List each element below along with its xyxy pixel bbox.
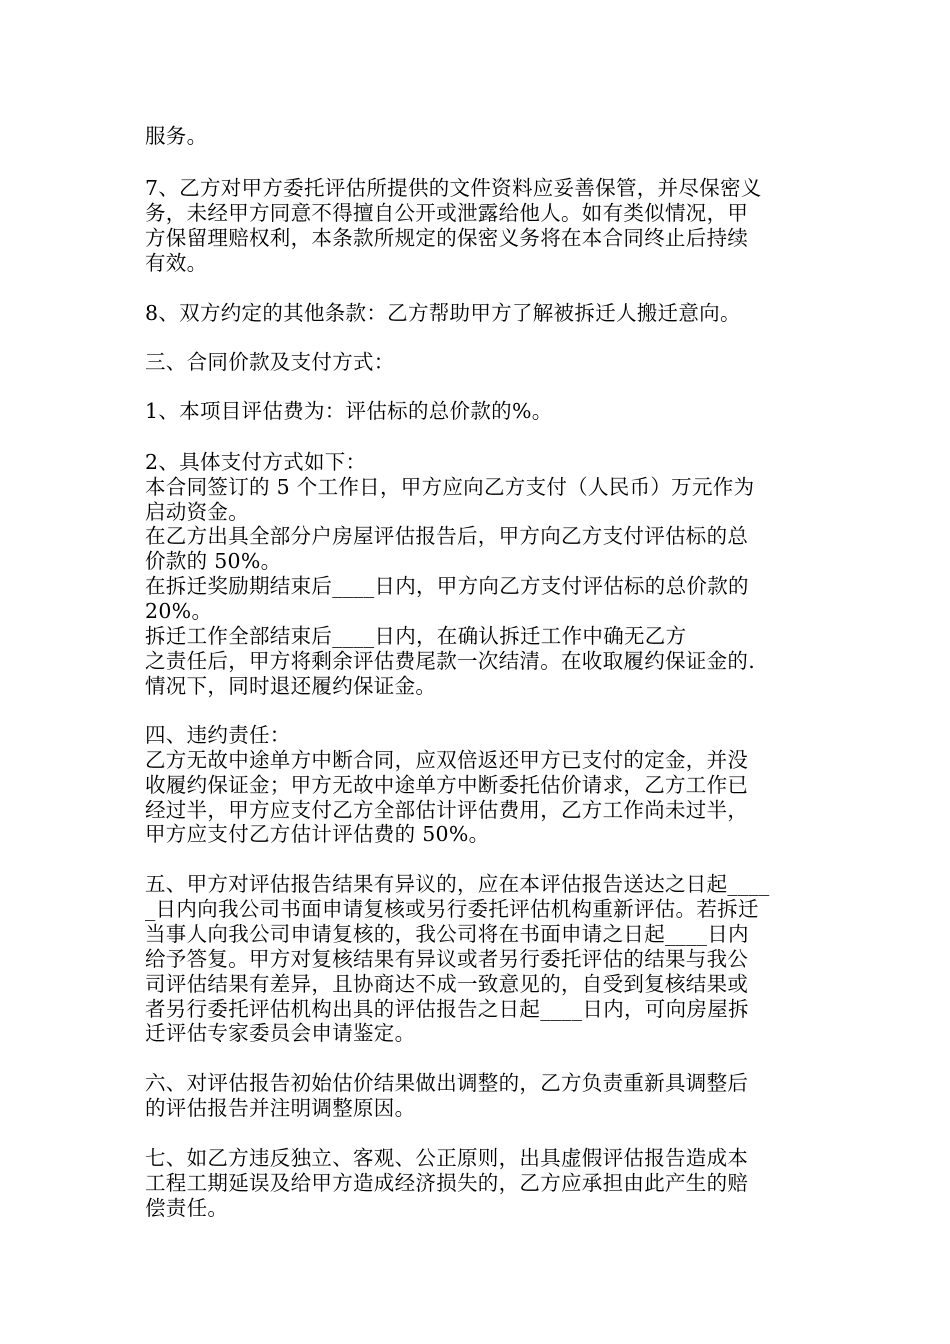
section-heading: 三、合同价款及支付方式： bbox=[145, 350, 395, 374]
paragraph-line: 服务。 bbox=[145, 124, 208, 148]
paragraph-line: 有效。 bbox=[145, 251, 208, 275]
paragraph-line: 之责任后，甲方将剩余评估费尾款一次结清。在收取履约保证金的. bbox=[145, 649, 756, 673]
paragraph-line: 情况下，同时退还履约保证金。 bbox=[145, 674, 437, 698]
paragraph-line: 甲方应支付乙方估计评估费的 50%。 bbox=[145, 822, 490, 846]
paragraph-line: 2、具体支付方式如下： bbox=[145, 450, 367, 474]
section-heading: 四、违约责任： bbox=[145, 723, 291, 747]
paragraph-line: 当事人向我公司申请复核的，我公司将在书面申请之日起____日内 bbox=[145, 922, 749, 946]
paragraph-line: 乙方无故中途单方中断合同，应双倍返还甲方已支付的定金，并没 bbox=[145, 748, 749, 772]
paragraph-line: 务，未经甲方同意不得擅自公开或泄露给他人。如有类似情况，甲 bbox=[145, 201, 749, 225]
paragraph-line: 五、甲方对评估报告结果有异议的，应在本评估报告送达之日起____ bbox=[145, 872, 770, 896]
paragraph-line: 司评估结果有差异，且协商达不成一致意见的，自受到复核结果或 bbox=[145, 972, 749, 996]
paragraph-line: 7、乙方对甲方委托评估所提供的文件资料应妥善保管，并尽保密义 bbox=[145, 176, 762, 200]
paragraph-line: 六、对评估报告初始估价结果做出调整的，乙方负责重新具调整后 bbox=[145, 1071, 749, 1095]
paragraph-line: 方保留理赔权利，本条款所规定的保密义务将在本合同终止后持续 bbox=[145, 226, 749, 250]
paragraph-line: 给予答复。甲方对复核结果有异议或者另行委托评估的结果与我公 bbox=[145, 947, 749, 971]
paragraph-line: 价款的 50%。 bbox=[145, 549, 282, 573]
paragraph-line: 工程工期延误及给甲方造成经济损失的，乙方应承担由此产生的赔 bbox=[145, 1171, 749, 1195]
paragraph-line: 偿责任。 bbox=[145, 1196, 229, 1220]
paragraph-line: 1、本项目评估费为：评估标的总价款的%。 bbox=[145, 399, 553, 423]
paragraph-line: 在拆迁奖励期结束后____日内，甲方向乙方支付评估标的总价款的 bbox=[145, 574, 749, 598]
paragraph-line: 七、如乙方违反独立、客观、公正原则，出具虚假评估报告造成本 bbox=[145, 1146, 749, 1170]
paragraph-line: 拆迁工作全部结束后____日内，在确认拆迁工作中确无乙方 bbox=[145, 624, 687, 648]
paragraph-line: _日内向我公司书面申请复核或另行委托评估机构重新评估。若拆迁 bbox=[145, 897, 759, 921]
paragraph-line: 迁评估专家委员会申请鉴定。 bbox=[145, 1021, 416, 1045]
paragraph-line: 者另行委托评估机构出具的评估报告之日起____日内，可向房屋拆 bbox=[145, 997, 749, 1021]
paragraph-line: 在乙方出具全部分户房屋评估报告后，甲方向乙方支付评估标的总 bbox=[145, 524, 749, 548]
paragraph-line: 本合同签订的 5 个工作日，甲方应向乙方支付（人民币）万元作为 bbox=[145, 475, 755, 499]
paragraph-line: 8、双方约定的其他条款：乙方帮助甲方了解被拆迁人搬迁意向。 bbox=[145, 301, 741, 325]
paragraph-line: 启动资金。 bbox=[145, 500, 249, 524]
paragraph-line: 收履约保证金；甲方无故中途单方中断委托估价请求，乙方工作已 bbox=[145, 773, 749, 797]
paragraph-line: 的评估报告并注明调整原因。 bbox=[145, 1096, 416, 1120]
paragraph-line: 经过半，甲方应支付乙方全部估计评估费用，乙方工作尚未过半， bbox=[145, 798, 749, 822]
paragraph-line: 20%。 bbox=[145, 599, 213, 623]
